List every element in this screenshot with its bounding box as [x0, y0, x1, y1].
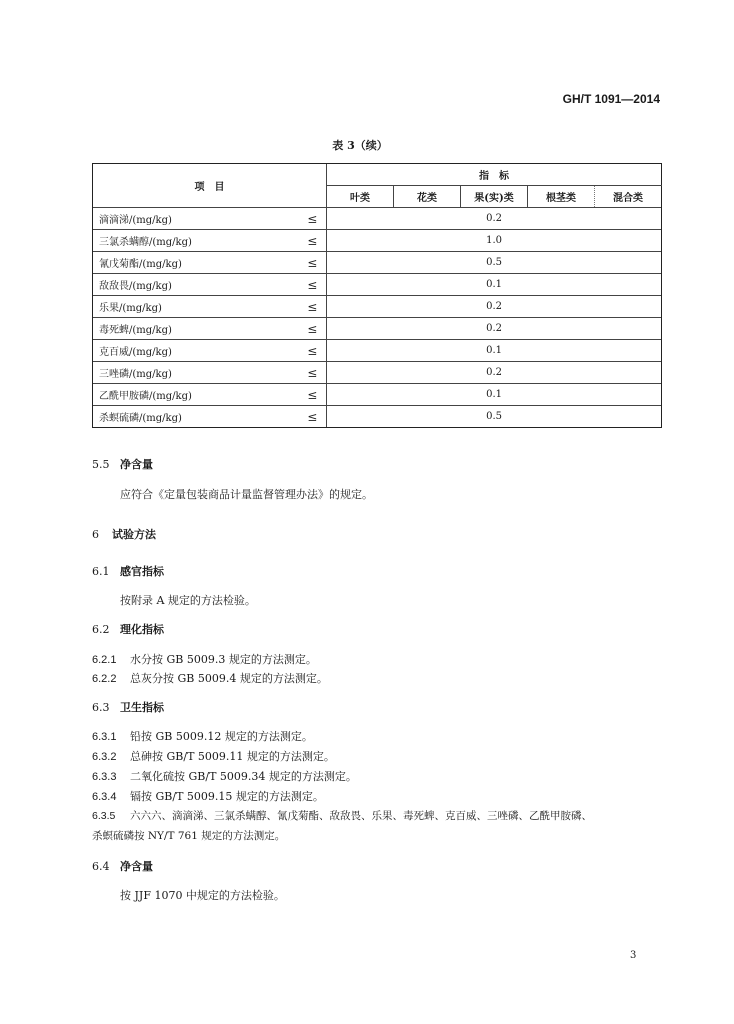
row-name: 乙酰甲胺磷/(mg/kg)	[93, 384, 299, 406]
section-number: 6	[92, 528, 99, 541]
section-heading	[92, 858, 672, 874]
row-name: 毒死蜱/(mg/kg)	[93, 318, 299, 340]
section-number: 6.3	[92, 701, 110, 714]
section-number: 6.2	[92, 623, 110, 636]
paragraph: 按 JJF 1070 中规定的方法检验。	[120, 889, 285, 902]
row-value: 0.2	[327, 208, 662, 230]
op-symbol: ≤	[299, 252, 327, 274]
paragraph: 应符合《定量包装商品计量监督管理办法》的规定。	[120, 488, 373, 501]
op-symbol: ≤	[299, 384, 327, 406]
section-number: 6.4	[92, 860, 110, 873]
paragraph: 按附录 A 规定的方法检验。	[120, 594, 256, 607]
spec-table	[92, 163, 662, 428]
clause-text: 铅按 GB 5009.12 规定的方法测定。	[130, 730, 313, 743]
cat-flower: 花类	[394, 186, 461, 208]
clause-text: 总砷按 GB/T 5009.11 规定的方法测定。	[130, 750, 335, 763]
row-value: 1.0	[327, 230, 662, 252]
clause-number: 6.3.2	[92, 751, 117, 763]
row-name: 敌敌畏/(mg/kg)	[93, 274, 299, 296]
clause	[92, 728, 672, 744]
section-heading	[92, 699, 672, 715]
section-title: 净含量	[120, 860, 153, 873]
op-symbol: ≤	[299, 208, 327, 230]
row-name: 滴滴涕/(mg/kg)	[93, 208, 299, 230]
cat-root: 根茎类	[528, 186, 595, 208]
clause	[92, 768, 672, 784]
clause-number: 6.2.2	[92, 673, 117, 685]
clause-number: 6.3.4	[92, 791, 117, 803]
section-title: 试验方法	[112, 528, 156, 541]
section-heading	[92, 526, 672, 542]
clause	[92, 670, 672, 686]
clause	[92, 748, 672, 764]
clause-text: 二氧化硫按 GB/T 5009.34 规定的方法测定。	[130, 770, 357, 783]
page-number: 3	[630, 950, 637, 961]
row-name: 三唑磷/(mg/kg)	[93, 362, 299, 384]
op-symbol: ≤	[299, 230, 327, 252]
op-symbol: ≤	[299, 296, 327, 318]
row-value: 0.2	[327, 318, 662, 340]
row-value: 0.1	[327, 340, 662, 362]
standard-code: GH/T 1091—2014	[562, 92, 660, 106]
cat-fruit: 果(实)类	[461, 186, 528, 208]
clause-continuation: 杀螟硫磷按 NY/T 761 规定的方法测定。	[92, 830, 286, 842]
clause-number: 6.3.1	[92, 731, 117, 743]
row-name: 三氯杀螨醇/(mg/kg)	[93, 230, 299, 252]
op-symbol: ≤	[299, 274, 327, 296]
clause-text: 六六六、滴滴涕、三氯杀螨醇、氰戊菊酯、敌敌畏、乐果、毒死蜱、克百威、三唑磷、乙酰甲胺磷、	[130, 810, 592, 822]
row-value: 0.2	[327, 296, 662, 318]
row-name: 杀螟硫磷/(mg/kg)	[93, 406, 299, 428]
clause	[92, 788, 672, 804]
section-number: 5.5	[92, 458, 110, 471]
section-number: 6.1	[92, 565, 110, 578]
row-name: 克百威/(mg/kg)	[93, 340, 299, 362]
cat-mixed: 混合类	[595, 186, 662, 208]
section-heading	[92, 456, 672, 472]
clause	[92, 651, 672, 667]
col-item-header: 项 目	[93, 164, 327, 208]
section-title: 卫生指标	[120, 701, 164, 714]
section-title: 净含量	[120, 458, 153, 471]
row-value: 0.5	[327, 406, 662, 428]
op-symbol: ≤	[299, 340, 327, 362]
clause	[92, 808, 672, 823]
section-title: 理化指标	[120, 623, 164, 636]
cat-leaf: 叶类	[327, 186, 394, 208]
row-value: 0.2	[327, 362, 662, 384]
table-caption: 表 3（续）	[332, 139, 388, 152]
row-value: 0.1	[327, 274, 662, 296]
clause-number: 6.3.5	[92, 810, 116, 822]
row-name: 乐果/(mg/kg)	[93, 296, 299, 318]
op-symbol: ≤	[299, 318, 327, 340]
clause-text: 水分按 GB 5009.3 规定的方法测定。	[130, 653, 317, 666]
clause-number: 6.3.3	[92, 771, 117, 783]
op-symbol: ≤	[299, 406, 327, 428]
op-symbol: ≤	[299, 362, 327, 384]
section-heading	[92, 621, 672, 637]
clause-text: 总灰分按 GB 5009.4 规定的方法测定。	[130, 672, 328, 685]
clause-text: 镉按 GB/T 5009.15 规定的方法测定。	[130, 790, 324, 803]
section-title: 感官指标	[120, 565, 164, 578]
row-value: 0.5	[327, 252, 662, 274]
col-index-header: 指 标	[327, 164, 662, 186]
row-name: 氰戊菊酯/(mg/kg)	[93, 252, 299, 274]
section-heading	[92, 563, 672, 579]
row-value: 0.1	[327, 384, 662, 406]
clause-number: 6.2.1	[92, 654, 117, 666]
